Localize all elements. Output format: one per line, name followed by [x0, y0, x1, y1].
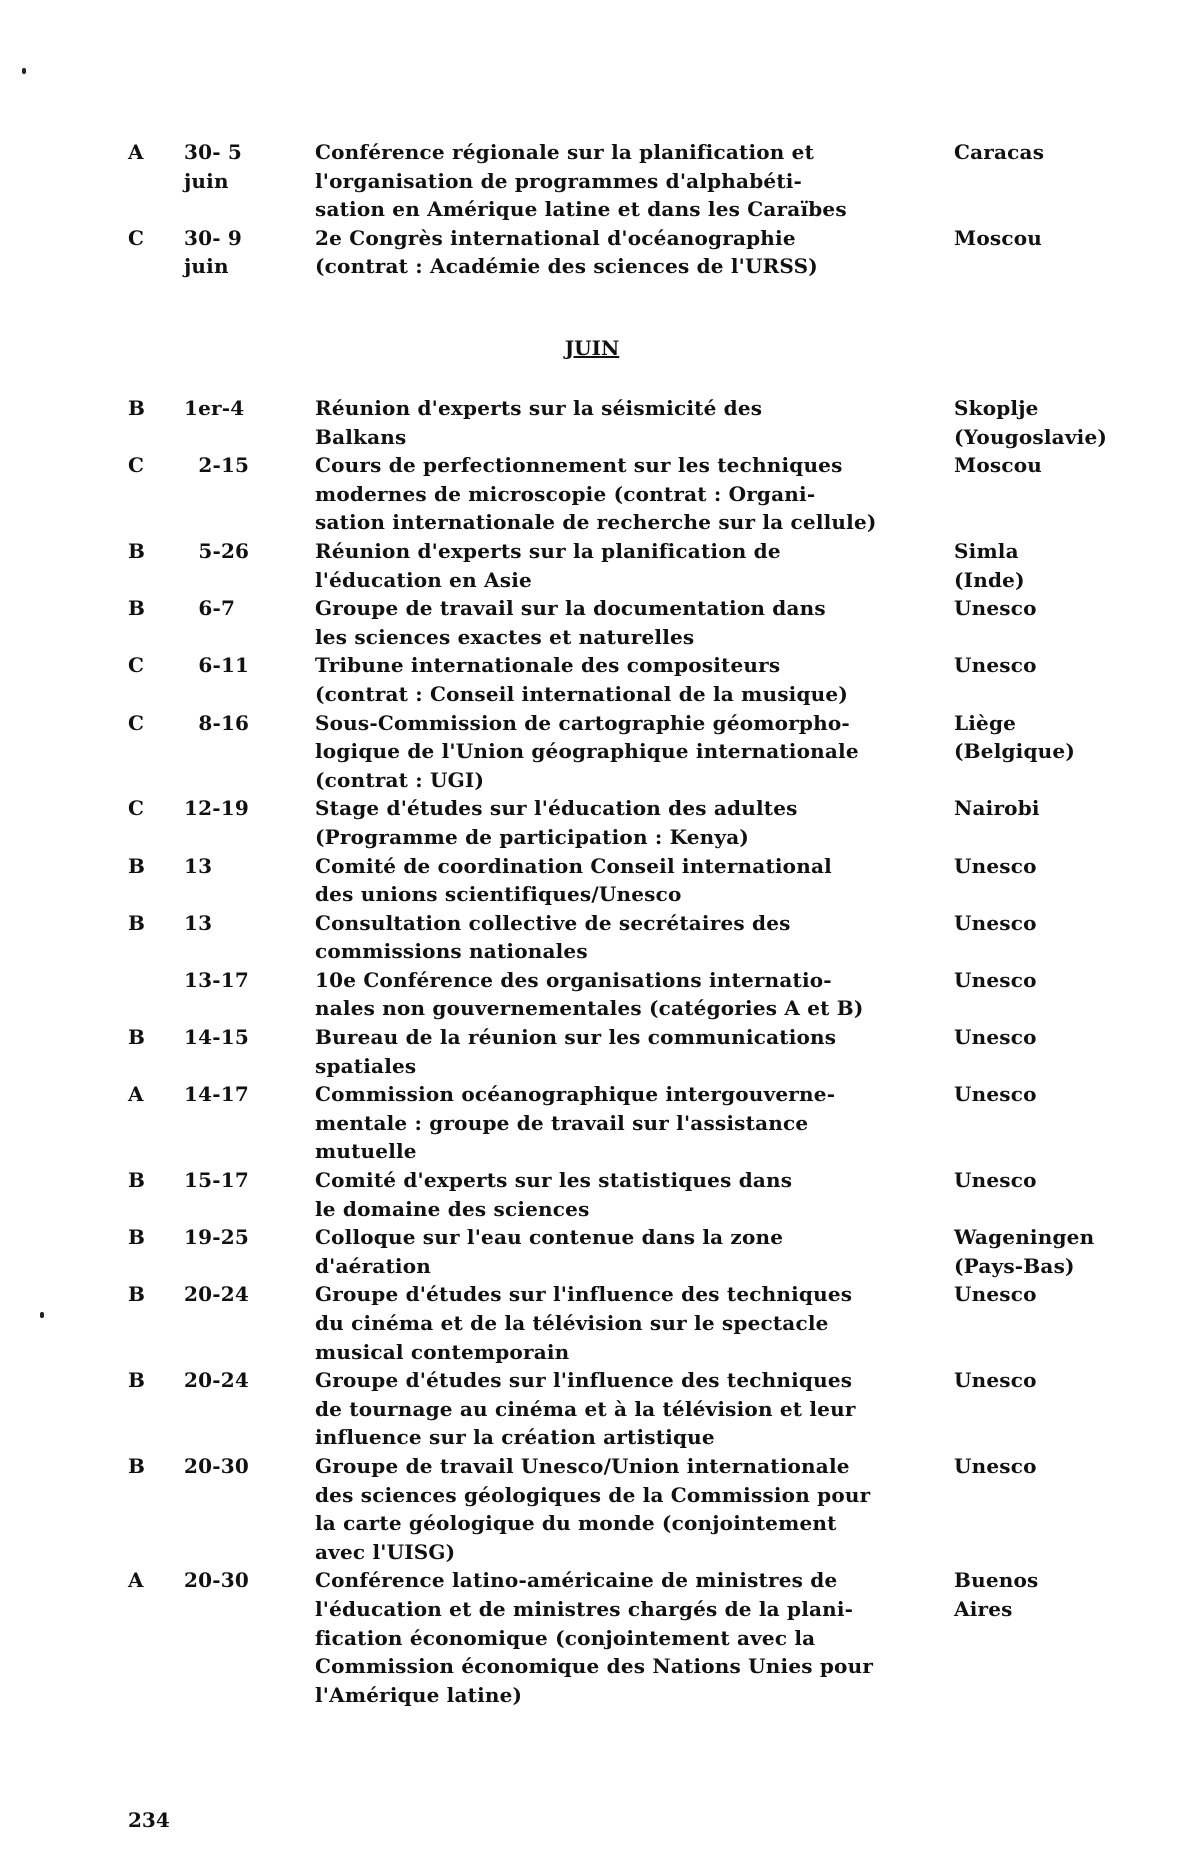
entry-row — [0, 394, 1184, 451]
entry-description-line: 10e Conférence des organisations internatio- — [315, 967, 832, 992]
entry-description-line: Commission océanographique intergouverne- — [315, 1082, 836, 1107]
entry-description-line: fication économique (conjointement avec la — [315, 1625, 816, 1650]
entry-row — [0, 224, 1184, 281]
entry-description — [315, 1452, 945, 1566]
entry-location-line: Skoplje — [954, 396, 1039, 420]
entry-location-line: (Yougoslavie) — [954, 424, 1108, 449]
entry-category: B — [128, 538, 146, 563]
entry-location-line: (Belgique) — [954, 739, 1075, 764]
entry-date-line: juin — [184, 254, 229, 279]
entry-date-line: 13-17 — [184, 967, 249, 992]
entry-location-line: Unesco — [954, 1368, 1037, 1393]
entry-description-line: musical contemporain — [315, 1339, 570, 1364]
entry-description-line: (Programme de participation : Kenya) — [315, 824, 750, 849]
entry-row — [0, 794, 1184, 851]
entry-description-line: les sciences exactes et naturelles — [315, 624, 695, 649]
entry-location-line: Unesco — [954, 596, 1037, 621]
entry-description — [315, 794, 945, 851]
entry-description — [315, 966, 945, 1023]
entry-location-line: Aires — [954, 1596, 1013, 1621]
entry-location-line: Simla — [954, 538, 1019, 563]
entry-date-line: 5-26 — [184, 538, 250, 563]
entry-location — [954, 451, 1182, 480]
entry-description-line: nales non gouvernementales (catégories A et B) — [315, 996, 864, 1021]
entry-description-line: l'éducation en Asie — [315, 567, 532, 592]
entry-description-line: Colloque sur l'eau contenue dans la zone — [315, 1225, 784, 1250]
entry-description — [315, 138, 945, 224]
entry-date-line: 14-15 — [184, 1025, 249, 1050]
entry-date-line: 20-30 — [184, 1453, 249, 1478]
entry-row — [0, 1452, 1184, 1566]
entry-row — [0, 1023, 1184, 1080]
entry-description-line: d'aération — [315, 1253, 432, 1278]
entry-location-line: Unesco — [954, 1025, 1037, 1050]
entry-description-line: modernes de microscopie (contrat : Organi- — [315, 481, 816, 506]
entries-juin — [0, 394, 1184, 1709]
entry-location — [954, 138, 1182, 167]
entry-date — [184, 594, 294, 623]
entry-description-line: Consultation collective de secrétaires des — [315, 910, 791, 935]
entry-location — [954, 1166, 1182, 1195]
entry-location — [954, 594, 1182, 623]
entry-location-line: Unesco — [954, 1082, 1037, 1107]
entry-description-line: logique de l'Union géographique internationale — [315, 739, 859, 764]
entry-date — [184, 709, 294, 738]
entry-category: B — [128, 853, 146, 878]
entry-date-line: 20-30 — [184, 1568, 249, 1593]
entry-description-line: Groupe d'études sur l'influence des techniques — [315, 1282, 853, 1307]
entry-date-line: 13 — [184, 853, 213, 878]
entry-category: B — [128, 1168, 146, 1193]
entry-location-line: (Pays-Bas) — [954, 1253, 1075, 1278]
entry-location-line: Unesco — [954, 653, 1037, 678]
entry-location-line: Liège — [954, 710, 1017, 735]
entry-category: B — [128, 1225, 146, 1250]
entry-row — [0, 1280, 1184, 1366]
entry-date — [184, 1223, 294, 1252]
entry-date — [184, 1280, 294, 1309]
entry-location — [954, 1023, 1182, 1052]
entry-date-line: 8-16 — [184, 710, 250, 735]
entry-category: C — [128, 710, 145, 735]
entry-date-line: 1er-4 — [184, 396, 245, 420]
entry-description-line: mentale : groupe de travail sur l'assistance — [315, 1110, 809, 1135]
entry-description-line: spatiales — [315, 1053, 417, 1078]
entry-location-line: Nairobi — [954, 796, 1040, 821]
entry-date — [184, 451, 294, 480]
entry-category: B — [128, 396, 146, 420]
entry-row — [0, 966, 1184, 1023]
entry-description — [315, 1080, 945, 1166]
entry-date-line: 2-15 — [184, 453, 250, 478]
entry-date — [184, 138, 294, 195]
entry-description-line: Groupe d'études sur l'influence des techniques — [315, 1368, 853, 1393]
entry-row — [0, 1166, 1184, 1223]
entry-location — [954, 966, 1182, 995]
entry-category: B — [128, 1282, 146, 1307]
entry-description — [315, 1023, 945, 1080]
entry-date-line: 6-11 — [184, 653, 250, 678]
entry-row — [0, 537, 1184, 594]
entry-location — [954, 1366, 1182, 1395]
entry-location — [954, 1452, 1182, 1481]
entry-location-line: Unesco — [954, 967, 1037, 992]
entry-location-line: Unesco — [954, 1168, 1037, 1193]
entry-description-line: (contrat : Académie des sciences de l'URSS) — [315, 254, 818, 279]
entry-location-line: Unesco — [954, 1453, 1037, 1478]
entry-location — [954, 1223, 1182, 1280]
entry-row — [0, 138, 1184, 224]
entry-description-line: l'organisation de programmes d'alphabéti- — [315, 168, 803, 193]
entry-description-line: Tribune internationale des compositeurs — [315, 653, 781, 678]
entry-date — [184, 1452, 294, 1481]
entry-date — [184, 1166, 294, 1195]
entry-date — [184, 394, 294, 423]
entry-date-line: 20-24 — [184, 1282, 249, 1307]
entry-location — [954, 794, 1182, 823]
entry-location — [954, 1080, 1182, 1109]
section-heading-juin: JUIN — [564, 336, 620, 360]
entry-description — [315, 224, 945, 281]
entry-description-line: l'Amérique latine) — [315, 1682, 523, 1707]
entry-location — [954, 1280, 1182, 1309]
entry-category: A — [128, 1082, 144, 1107]
entry-location — [954, 394, 1182, 451]
entry-date — [184, 1080, 294, 1109]
entry-date-line: 30- 9 — [184, 225, 243, 250]
entry-row — [0, 852, 1184, 909]
entry-location-line: Caracas — [954, 140, 1045, 164]
entry-row — [0, 451, 1184, 537]
entry-description-line: Stage d'études sur l'éducation des adultes — [315, 796, 798, 821]
entry-date — [184, 852, 294, 881]
entry-date — [184, 651, 294, 680]
entry-location-line: Buenos — [954, 1568, 1039, 1593]
entry-description-line: Comité de coordination Conseil international — [315, 853, 832, 878]
entry-location-line: Moscou — [954, 453, 1042, 478]
entry-location-line: (Inde) — [954, 567, 1025, 592]
entry-row — [0, 1223, 1184, 1280]
entry-date — [184, 537, 294, 566]
entry-date-line: 20-24 — [184, 1368, 249, 1393]
entry-description-line: du cinéma et de la télévision sur le spectacle — [315, 1311, 829, 1335]
entry-date — [184, 1566, 294, 1595]
entry-location — [954, 1566, 1182, 1623]
entry-location — [954, 709, 1182, 766]
entry-description-line: Sous-Commission de cartographie géomorpho- — [315, 710, 850, 735]
entry-date-line: 6-7 — [184, 596, 236, 621]
entry-description-line: Conférence régionale sur la planification et — [315, 140, 815, 164]
entry-date — [184, 224, 294, 281]
entry-description-line: Cours de perfectionnement sur les techniques — [315, 453, 843, 478]
entry-date — [184, 909, 294, 938]
entry-location — [954, 909, 1182, 938]
entry-description-line: la carte géologique du monde (conjointement — [315, 1511, 837, 1536]
entry-description-line: commissions nationales — [315, 939, 588, 964]
entry-location-line: Wageningen — [954, 1225, 1095, 1250]
entry-location — [954, 224, 1182, 253]
entry-date-line: 14-17 — [184, 1082, 249, 1107]
entry-date-line: juin — [184, 168, 229, 193]
entry-description-line: (contrat : UGI) — [315, 767, 485, 792]
entry-date — [184, 1366, 294, 1395]
entry-description-line: Groupe de travail Unesco/Union internationale — [315, 1453, 850, 1478]
entry-date-line: 13 — [184, 910, 213, 935]
entry-location — [954, 537, 1182, 594]
entry-date-line: 12-19 — [184, 796, 249, 821]
entry-location-line: Unesco — [954, 853, 1037, 878]
entry-description — [315, 1566, 945, 1709]
entry-description-line: Bureau de la réunion sur les communications — [315, 1025, 837, 1050]
entry-date-line: 30- 5 — [184, 140, 243, 164]
entry-category: A — [128, 1568, 144, 1593]
entry-description-line: mutuelle — [315, 1139, 417, 1164]
entry-row — [0, 651, 1184, 708]
entry-category: C — [128, 225, 145, 250]
entry-description-line: Balkans — [315, 424, 407, 449]
entries-top — [0, 138, 1184, 281]
entry-row — [0, 594, 1184, 651]
entry-description — [315, 1280, 945, 1366]
entry-category: C — [128, 453, 145, 478]
entry-category: C — [128, 796, 145, 821]
entry-description — [315, 594, 945, 651]
entry-location — [954, 651, 1182, 680]
entry-category: B — [128, 910, 146, 935]
page-number: 234 — [128, 1808, 170, 1832]
entry-date-line: 15-17 — [184, 1168, 249, 1193]
entry-category: B — [128, 596, 146, 621]
entry-description — [315, 1366, 945, 1452]
entry-description-line: Comité d'experts sur les statistiques dans — [315, 1168, 793, 1193]
entry-category: C — [128, 653, 145, 678]
entry-description — [315, 1166, 945, 1223]
entry-description-line: Réunion d'experts sur la planification de — [315, 538, 781, 563]
entry-description-line: influence sur la création artistique — [315, 1425, 715, 1450]
entry-description — [315, 537, 945, 594]
entry-location — [954, 852, 1182, 881]
entry-description-line: de tournage au cinéma et à la télévision et leur — [315, 1396, 856, 1421]
entry-row — [0, 1566, 1184, 1709]
entry-row — [0, 909, 1184, 966]
entry-description — [315, 852, 945, 909]
entry-date — [184, 966, 294, 995]
entry-row — [0, 1366, 1184, 1452]
entry-description — [315, 709, 945, 795]
entry-description — [315, 909, 945, 966]
entry-description-line: l'éducation et de ministres chargés de la plani- — [315, 1596, 854, 1621]
entry-description-line: Conférence latino-américaine de ministres de — [315, 1568, 838, 1593]
entry-description — [315, 394, 945, 451]
entry-location-line: Unesco — [954, 910, 1037, 935]
entry-description-line: Groupe de travail sur la documentation dans — [315, 596, 826, 621]
entry-description-line: sation internationale de recherche sur la cellule) — [315, 510, 877, 535]
entry-description-line: des unions scientifiques/Unesco — [315, 882, 682, 907]
entry-description — [315, 451, 945, 537]
entry-description-line: des sciences géologiques de la Commission pour — [315, 1482, 871, 1507]
entry-description — [315, 651, 945, 708]
entry-location-line: Moscou — [954, 225, 1042, 250]
entry-category: A — [128, 140, 144, 164]
entry-date-line: 19-25 — [184, 1225, 249, 1250]
entry-description-line: Réunion d'experts sur la séismicité des — [315, 396, 763, 420]
entry-date — [184, 794, 294, 823]
entry-row — [0, 709, 1184, 795]
entry-description-line: sation en Amérique latine et dans les Caraïbes — [315, 197, 847, 222]
entry-description-line: (contrat : Conseil international de la musique) — [315, 681, 848, 706]
entry-category: B — [128, 1368, 146, 1393]
entry-category: B — [128, 1025, 146, 1050]
entry-category: B — [128, 1453, 146, 1478]
entry-description — [315, 1223, 945, 1280]
entry-description-line: avec l'UISG) — [315, 1539, 456, 1564]
entry-location-line: Unesco — [954, 1282, 1037, 1307]
scan-speck — [22, 68, 26, 74]
entry-date — [184, 1023, 294, 1052]
entry-row — [0, 1080, 1184, 1166]
entry-description-line: le domaine des sciences — [315, 1196, 590, 1221]
entry-description-line: 2e Congrès international d'océanographie — [315, 225, 796, 250]
entry-description-line: Commission économique des Nations Unies pour — [315, 1654, 874, 1679]
